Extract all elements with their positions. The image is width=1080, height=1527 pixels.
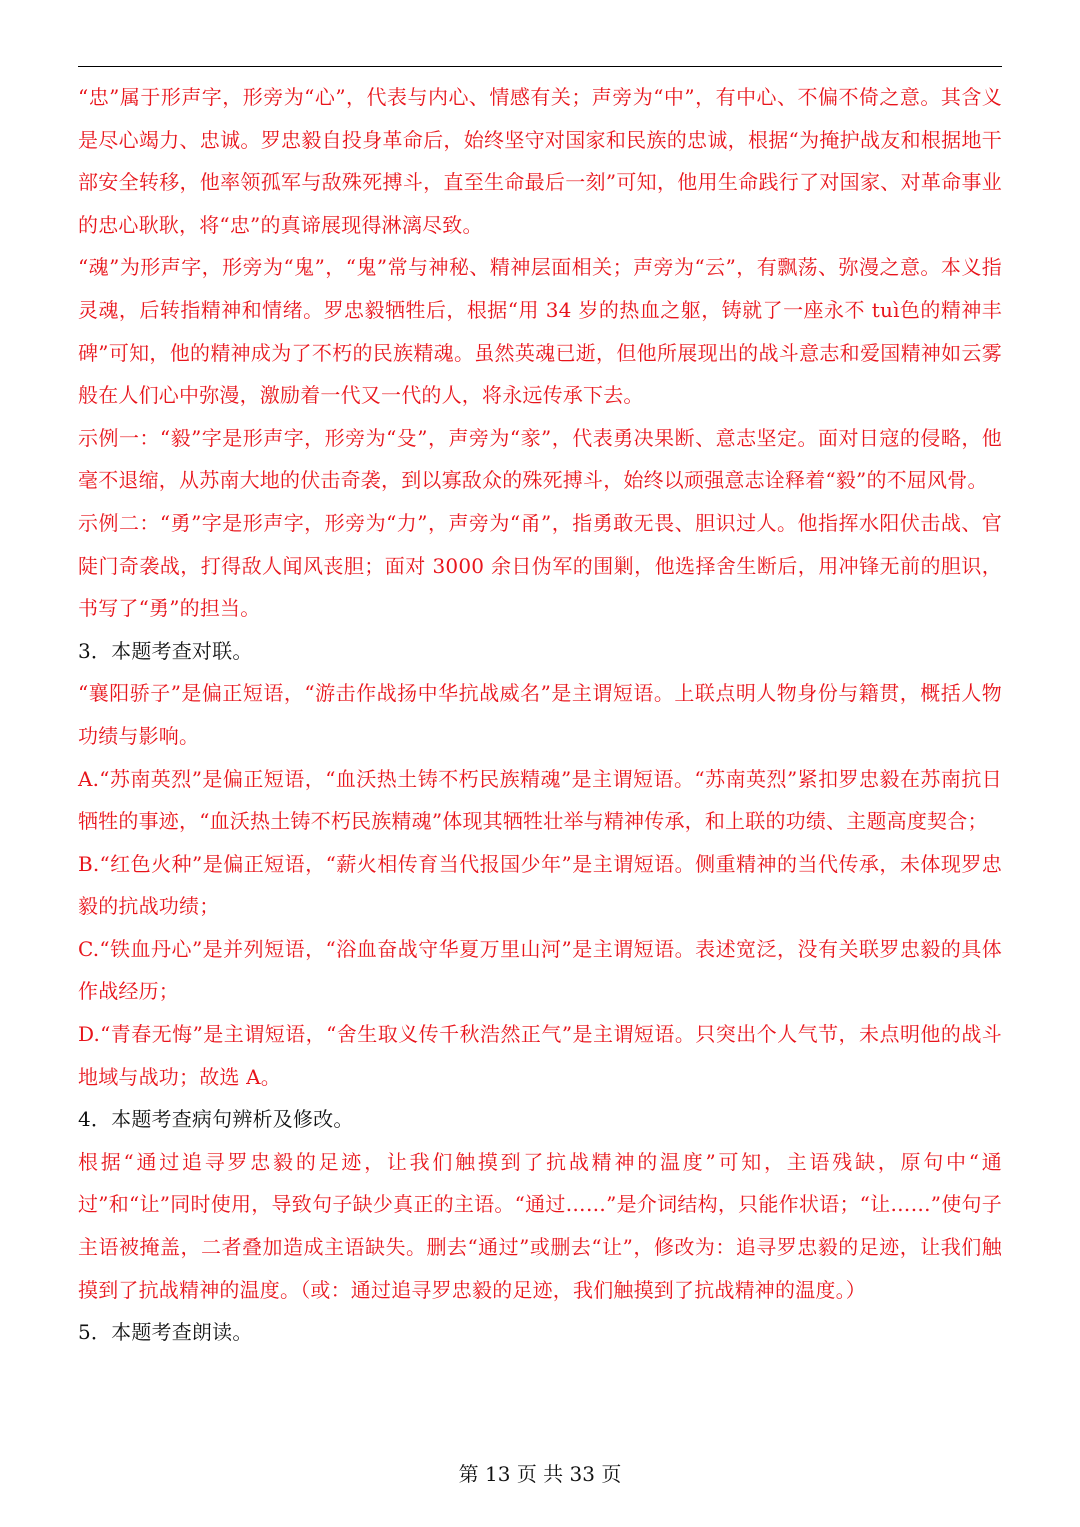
- header-rule: [78, 66, 1002, 67]
- paragraph-couplet-analysis: “襄阳骄子”是偏正短语，“游击作战扬中华抗战威名”是主谓短语。上联点明人物身份与籍贯，概括人物功绩与影响。: [78, 681, 1002, 748]
- option-d-explanation: D.“青春无悔”是主谓短语，“舍生取义传千秋浩然正气”是主谓短语。只突出个人气节，未点明他的战斗地域与战功；故选 A。: [78, 1022, 1002, 1089]
- question-4-heading: 4．本题考查病句辨析及修改。: [78, 1107, 354, 1132]
- page-number: 第 13 页 共 33 页: [458, 1462, 622, 1486]
- paragraph-sentence-correction: 根据“通过追寻罗忠毅的足迹，让我们触摸到了抗战精神的温度”可知，主语残缺，原句中“通过”和“让”同时使用，导致句子缺少真正的主语。“通过……”是介词结构，只能作状语；“让……”使句子主语被掩盖，二者叠加造成主语缺失。删去“通过”或删去“让”，修改为：追寻罗忠毅的足迹，让我们触摸到了抗战精神的温度。（或：通过追寻罗忠毅的足迹，我们触摸到了抗战精神的温度。）: [78, 1149, 1002, 1302]
- paragraph-zhong-analysis: “忠”属于形声字，形旁为“心”，代表与内心、情感有关；声旁为“中”，有中心、不偏不倚之意。其含义是尽心竭力、忠诚。罗忠毅自投身革命后，始终坚守对国家和民族的忠诚，根据“为掩护战友和根据地干部安全转移，他率领孤军与敌殊死搏斗，直至生命最后一刻”可知，他用生命践行了对国家、对革命事业的忠心耿耿，将“忠”的真谛展现得淋漓尽致。: [78, 85, 1002, 237]
- paragraph-hun-analysis: “魂”为形声字，形旁为“鬼”，“鬼”常与神秘、精神层面相关；声旁为“云”，有飘荡、弥漫之意。本义指灵魂，后转指精神和情绪。罗忠毅牺牲后，根据“用 34 岁的热血之躯，铸就了一座永不 tuì色的精神丰碑”可知，他的精神成为了不朽的民族精魂。虽然英魂已逝，但他所展现出的战斗意志和爱国精神如云雾般在人们心中弥漫，激励着一代又一代的人，将永远传承下去。: [78, 255, 1002, 408]
- paragraph-example-two: 示例二：“勇”字是形声字，形旁为“力”，声旁为“甬”，指勇敢无畏、胆识过人。他指挥水阳伏击战、官陡门奇袭战，打得敌人闻风丧胆；面对 3000 余日伪军的围剿，他选择舍生断后，用冲锋无前的胆识，书写了“勇”的担当。: [78, 510, 1002, 621]
- document-body: [78, 76, 1002, 1354]
- paragraph-example-one: 示例一：“毅”字是形声字，形旁为“殳”，声旁为“豙”，代表勇决果断、意志坚定。面对日寇的侵略，他毫不退缩，从苏南大地的伏击奇袭，到以寡敌众的殊死搏斗，始终以顽强意志诠释着“毅”的不屈风骨。: [78, 425, 1002, 493]
- question-5-heading: 5．本题考查朗读。: [78, 1320, 253, 1345]
- option-b-explanation: B.“红色火种”是偏正短语，“薪火相传育当代报国少年”是主谓短语。侧重精神的当代传承，未体现罗忠毅的抗战功绩；: [78, 851, 1002, 919]
- option-c-explanation: C.“铁血丹心”是并列短语，“浴血奋战守华夏万里山河”是主谓短语。表述宽泛，没有关联罗忠毅的具体作战经历；: [78, 936, 1002, 1004]
- option-a-explanation: A.“苏南英烈”是偏正短语，“血沃热土铸不朽民族精魂”是主谓短语。“苏南英烈”紧扣罗忠毅在苏南抗日牺牲的事迹，“血沃热土铸不朽民族精魂”体现其牺牲壮举与精神传承，和上联的功绩、主题高度契合；: [78, 766, 1002, 834]
- question-3-heading: 3．本题考查对联。: [78, 638, 253, 663]
